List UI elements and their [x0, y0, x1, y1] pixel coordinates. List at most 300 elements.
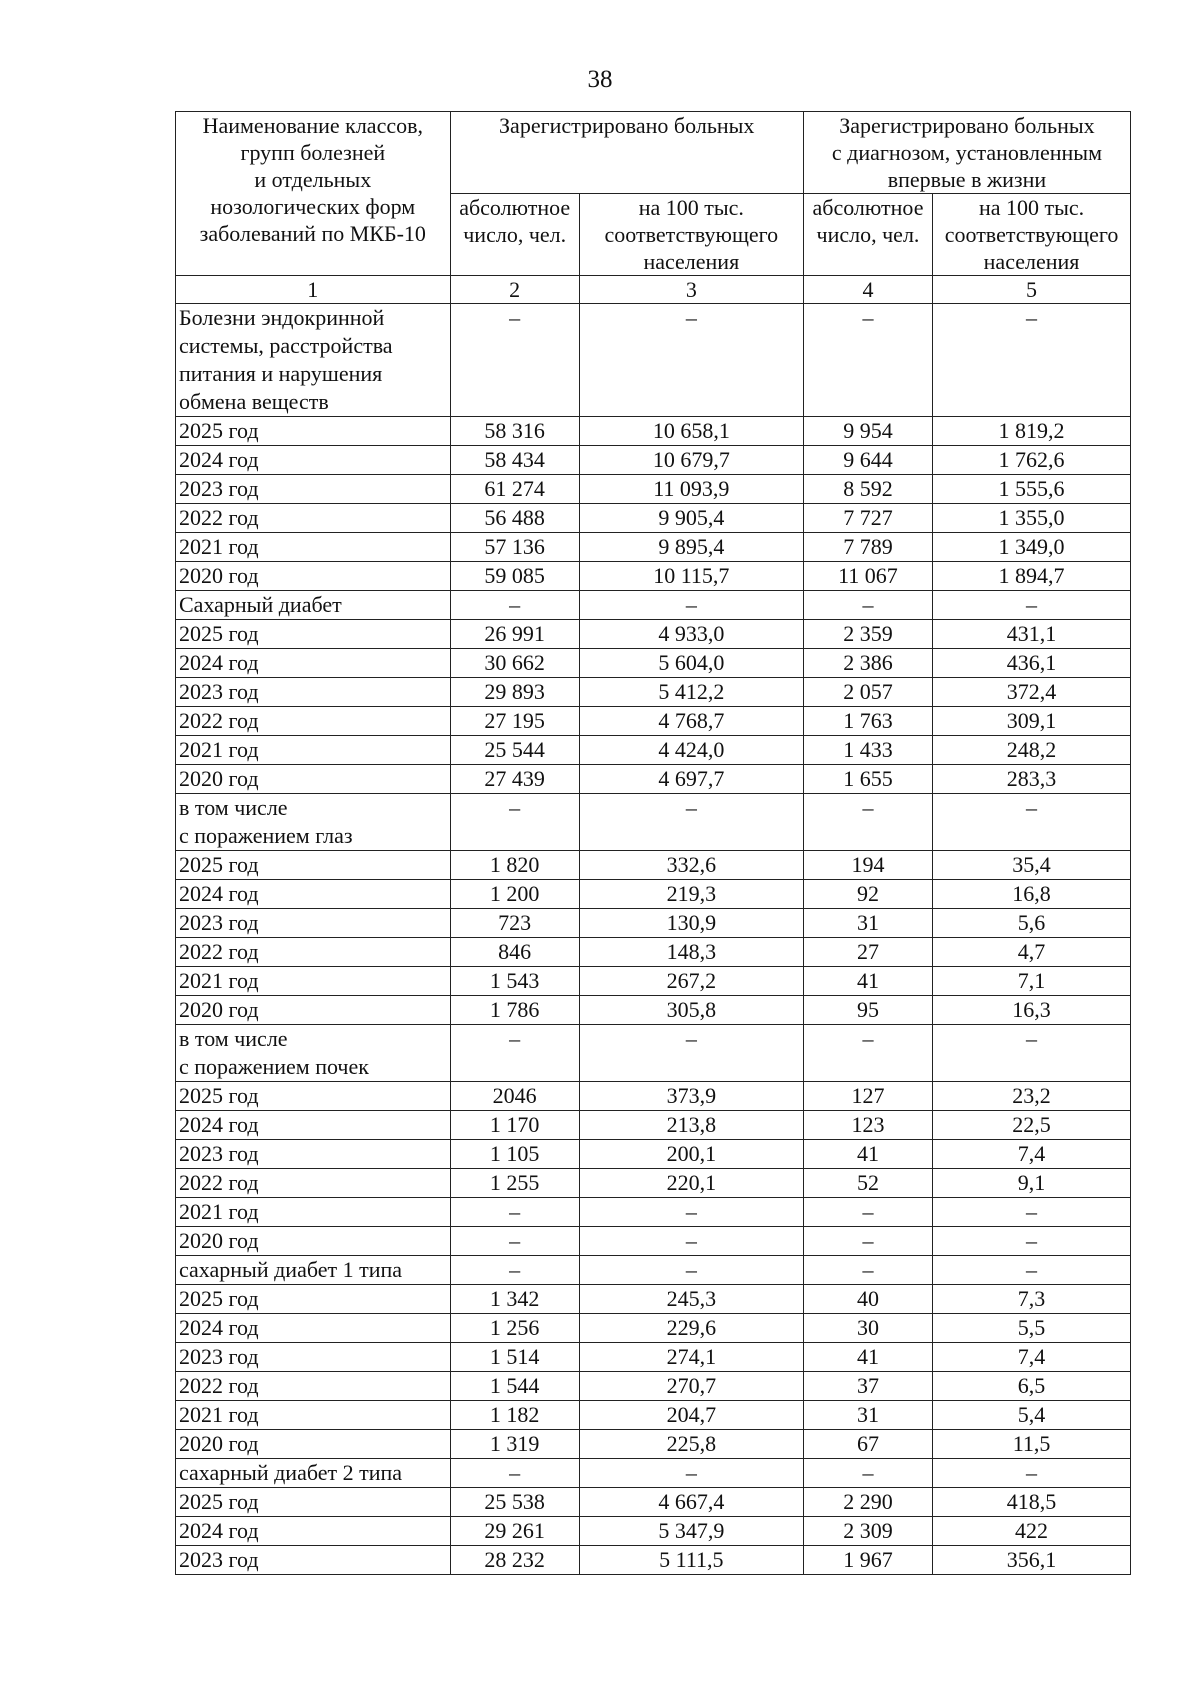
morbidity-table [175, 111, 1131, 1575]
header-classes-name [176, 112, 451, 276]
value-per-first-time: 1 555,6 [933, 475, 1131, 504]
value-per-first-time: 436,1 [933, 649, 1131, 678]
header-line: населения [643, 249, 740, 274]
value-per-registered: 245,3 [579, 1285, 803, 1314]
row-label-line: 2024 год [179, 881, 259, 906]
value-per-first-time: 4,7 [933, 938, 1131, 967]
value-abs-registered: 2046 [450, 1082, 579, 1111]
table-row [176, 794, 1131, 851]
value-per-registered: – [579, 304, 803, 417]
value-per-registered: 5 412,2 [579, 678, 803, 707]
value-abs-registered: – [450, 1025, 579, 1082]
table-row [176, 1227, 1131, 1256]
row-label-line: сахарный диабет 2 типа [179, 1460, 403, 1485]
value-per-registered: – [579, 1025, 803, 1082]
value-per-registered: 270,7 [579, 1372, 803, 1401]
value-per-first-time: 9,1 [933, 1169, 1131, 1198]
row-label [176, 1198, 451, 1227]
row-label [176, 1517, 451, 1546]
row-label [176, 967, 451, 996]
value-abs-first-time: 27 [803, 938, 932, 967]
header-line: Наименование классов, [202, 113, 423, 138]
row-label [176, 649, 451, 678]
row-label [176, 707, 451, 736]
value-abs-registered: 1 256 [450, 1314, 579, 1343]
table-row [176, 736, 1131, 765]
row-label [176, 1111, 451, 1140]
page-number: 38 [587, 66, 613, 93]
row-label-line: 2020 год [179, 997, 259, 1022]
row-label-line: 2025 год [179, 418, 259, 443]
value-abs-registered: 723 [450, 909, 579, 938]
value-abs-first-time: 8 592 [803, 475, 932, 504]
value-abs-first-time: 2 359 [803, 620, 932, 649]
value-per-first-time: 23,2 [933, 1082, 1131, 1111]
header-line: число, чел. [816, 222, 920, 247]
value-abs-first-time: 2 386 [803, 649, 932, 678]
table-row [176, 562, 1131, 591]
header-first-time [803, 112, 1130, 194]
row-label [176, 1025, 451, 1082]
value-per-registered: 4 933,0 [579, 620, 803, 649]
table-row [176, 417, 1131, 446]
table-row [176, 707, 1131, 736]
header-line: абсолютное [812, 195, 924, 220]
row-label-line: 2020 год [179, 563, 259, 588]
row-label [176, 620, 451, 649]
row-label-line: 2023 год [179, 1141, 259, 1166]
table-row [176, 938, 1131, 967]
value-per-first-time: 5,5 [933, 1314, 1131, 1343]
value-per-registered: 220,1 [579, 1169, 803, 1198]
value-abs-registered: 29 261 [450, 1517, 579, 1546]
row-label-line: Сахарный диабет [179, 592, 342, 617]
column-number: 3 [579, 276, 803, 304]
value-per-first-time: 431,1 [933, 620, 1131, 649]
value-per-first-time: 1 355,0 [933, 504, 1131, 533]
header-line: соответствующего [944, 222, 1119, 247]
value-per-registered: 9 905,4 [579, 504, 803, 533]
value-abs-first-time: 7 789 [803, 533, 932, 562]
value-per-first-time: 283,3 [933, 765, 1131, 794]
value-per-registered: – [579, 1198, 803, 1227]
row-label-line: 2024 год [179, 447, 259, 472]
row-label-line: 2022 год [179, 505, 259, 530]
row-label-line: 2023 год [179, 476, 259, 501]
table-row [176, 996, 1131, 1025]
value-abs-registered: 1 544 [450, 1372, 579, 1401]
value-abs-first-time: 41 [803, 967, 932, 996]
value-abs-registered: 26 991 [450, 620, 579, 649]
row-label-line: обмена веществ [179, 389, 329, 414]
row-label-line: с поражением глаз [179, 823, 353, 848]
value-abs-first-time: 2 057 [803, 678, 932, 707]
row-label-line: 2022 год [179, 708, 259, 733]
row-label [176, 938, 451, 967]
value-abs-first-time: 30 [803, 1314, 932, 1343]
value-abs-first-time: – [803, 1227, 932, 1256]
value-per-first-time: – [933, 1256, 1131, 1285]
value-per-registered: 373,9 [579, 1082, 803, 1111]
row-label [176, 851, 451, 880]
header-line: впервые в жизни [887, 167, 1047, 192]
row-label-line: 2023 год [179, 679, 259, 704]
value-per-registered: 11 093,9 [579, 475, 803, 504]
value-abs-first-time: 7 727 [803, 504, 932, 533]
row-label [176, 533, 451, 562]
value-per-first-time: 1 894,7 [933, 562, 1131, 591]
value-abs-first-time: – [803, 1025, 932, 1082]
table-row [176, 1314, 1131, 1343]
value-abs-registered: 56 488 [450, 504, 579, 533]
row-label [176, 1314, 451, 1343]
table-row [176, 909, 1131, 938]
row-label [176, 504, 451, 533]
value-abs-first-time: 95 [803, 996, 932, 1025]
table-row [176, 446, 1131, 475]
row-label-line: 2023 год [179, 1547, 259, 1572]
row-label [176, 1082, 451, 1111]
value-per-first-time: – [933, 1025, 1131, 1082]
header-abs-registered [450, 194, 579, 276]
row-label-line: в том числе [179, 795, 288, 820]
value-abs-first-time: 1 967 [803, 1546, 932, 1575]
value-abs-first-time: – [803, 591, 932, 620]
row-label-line: 2022 год [179, 1170, 259, 1195]
header-line: групп болезней [240, 140, 386, 165]
value-abs-registered: 58 434 [450, 446, 579, 475]
value-abs-first-time: – [803, 1459, 932, 1488]
header-line: заболеваний по МКБ-10 [199, 221, 426, 246]
row-label [176, 794, 451, 851]
header-per-registered [579, 194, 803, 276]
header-line: с диагнозом, установленным [831, 140, 1102, 165]
table-row [176, 649, 1131, 678]
value-abs-first-time: – [803, 1198, 932, 1227]
table-row [176, 1401, 1131, 1430]
header-line: Зарегистрировано больных [499, 113, 755, 138]
row-label-line: 2022 год [179, 1373, 259, 1398]
value-per-registered: 5 347,9 [579, 1517, 803, 1546]
value-abs-registered: 25 538 [450, 1488, 579, 1517]
value-per-first-time: 16,3 [933, 996, 1131, 1025]
value-per-registered: 305,8 [579, 996, 803, 1025]
row-label [176, 880, 451, 909]
value-per-first-time: – [933, 304, 1131, 417]
value-per-registered: 204,7 [579, 1401, 803, 1430]
value-abs-registered: 1 820 [450, 851, 579, 880]
value-per-registered: – [579, 1227, 803, 1256]
row-label-line: 2023 год [179, 910, 259, 935]
row-label [176, 1285, 451, 1314]
value-per-first-time: 248,2 [933, 736, 1131, 765]
row-label [176, 591, 451, 620]
value-abs-first-time: 31 [803, 909, 932, 938]
row-label [176, 1372, 451, 1401]
row-label-line: 2021 год [179, 968, 259, 993]
table-row [176, 1140, 1131, 1169]
row-label-line: в том числе [179, 1026, 288, 1051]
value-abs-registered: – [450, 591, 579, 620]
row-label-line: 2022 год [179, 939, 259, 964]
header-per-first-time [933, 194, 1131, 276]
row-label [176, 1140, 451, 1169]
value-per-registered: 229,6 [579, 1314, 803, 1343]
row-label [176, 1256, 451, 1285]
value-abs-registered: 61 274 [450, 475, 579, 504]
header-line: соответствующего [604, 222, 779, 247]
value-per-first-time: 356,1 [933, 1546, 1131, 1575]
value-abs-registered: – [450, 304, 579, 417]
value-abs-first-time: 2 309 [803, 1517, 932, 1546]
row-label-line: 2021 год [179, 1199, 259, 1224]
row-label-line: 2024 год [179, 1315, 259, 1340]
row-label-line: 2021 год [179, 1402, 259, 1427]
value-per-registered: 267,2 [579, 967, 803, 996]
table-row [176, 967, 1131, 996]
value-per-first-time: 7,3 [933, 1285, 1131, 1314]
row-label [176, 909, 451, 938]
header-line: абсолютное [459, 195, 571, 220]
table-row [176, 1343, 1131, 1372]
table-row [176, 1517, 1131, 1546]
row-label [176, 1546, 451, 1575]
value-abs-first-time: 41 [803, 1140, 932, 1169]
value-per-registered: 225,8 [579, 1430, 803, 1459]
table-row [176, 591, 1131, 620]
value-per-registered: 10 679,7 [579, 446, 803, 475]
value-abs-first-time: 194 [803, 851, 932, 880]
value-abs-registered: 30 662 [450, 649, 579, 678]
value-per-registered: 148,3 [579, 938, 803, 967]
value-per-registered: 4 768,7 [579, 707, 803, 736]
row-label [176, 1430, 451, 1459]
value-per-registered: 5 604,0 [579, 649, 803, 678]
row-label-line: Болезни эндокринной [179, 305, 385, 330]
value-per-registered: 4 697,7 [579, 765, 803, 794]
value-abs-first-time: 9 644 [803, 446, 932, 475]
value-per-first-time: – [933, 1459, 1131, 1488]
value-per-registered: 10 115,7 [579, 562, 803, 591]
value-abs-first-time: 1 655 [803, 765, 932, 794]
row-label [176, 562, 451, 591]
value-per-first-time: – [933, 1227, 1131, 1256]
value-abs-registered: 1 342 [450, 1285, 579, 1314]
value-abs-first-time: – [803, 794, 932, 851]
row-label-line: 2020 год [179, 1228, 259, 1253]
value-abs-registered: 59 085 [450, 562, 579, 591]
table-row [176, 304, 1131, 417]
value-abs-registered: – [450, 1227, 579, 1256]
row-label-line: 2025 год [179, 1083, 259, 1108]
row-label-line: 2021 год [179, 737, 259, 762]
table-row [176, 1082, 1131, 1111]
value-abs-registered: 1 105 [450, 1140, 579, 1169]
value-abs-first-time: 92 [803, 880, 932, 909]
value-abs-first-time: 41 [803, 1343, 932, 1372]
value-abs-first-time: 1 433 [803, 736, 932, 765]
value-abs-registered: 1 543 [450, 967, 579, 996]
table-row [176, 1459, 1131, 1488]
value-abs-first-time: 2 290 [803, 1488, 932, 1517]
value-abs-registered: 1 255 [450, 1169, 579, 1198]
header-abs-first-time [803, 194, 932, 276]
table-row [176, 1198, 1131, 1227]
value-per-registered: 200,1 [579, 1140, 803, 1169]
row-label-line: 2023 год [179, 1344, 259, 1369]
row-label-line: 2025 год [179, 1286, 259, 1311]
table-row [176, 765, 1131, 794]
value-abs-first-time: 37 [803, 1372, 932, 1401]
row-label-line: 2024 год [179, 650, 259, 675]
value-per-first-time: 5,6 [933, 909, 1131, 938]
column-number: 5 [933, 276, 1131, 304]
value-per-registered: 274,1 [579, 1343, 803, 1372]
value-abs-registered: 57 136 [450, 533, 579, 562]
value-per-registered: 130,9 [579, 909, 803, 938]
value-per-registered: 219,3 [579, 880, 803, 909]
value-per-registered: 332,6 [579, 851, 803, 880]
value-abs-registered: 27 195 [450, 707, 579, 736]
value-abs-first-time: 31 [803, 1401, 932, 1430]
value-abs-first-time: 52 [803, 1169, 932, 1198]
header-line: на 100 тыс. [978, 195, 1085, 220]
table-row [176, 1111, 1131, 1140]
value-abs-registered: – [450, 1459, 579, 1488]
value-abs-registered: 1 182 [450, 1401, 579, 1430]
row-label [176, 417, 451, 446]
value-per-first-time: 35,4 [933, 851, 1131, 880]
row-label-line: 2025 год [179, 1489, 259, 1514]
value-abs-registered: 25 544 [450, 736, 579, 765]
value-per-first-time: 5,4 [933, 1401, 1131, 1430]
column-number: 1 [176, 276, 451, 304]
value-per-first-time: 418,5 [933, 1488, 1131, 1517]
table-row [176, 1372, 1131, 1401]
value-abs-registered: – [450, 1198, 579, 1227]
table-row [176, 1430, 1131, 1459]
row-label [176, 1401, 451, 1430]
value-per-first-time: 422 [933, 1517, 1131, 1546]
value-abs-first-time: 127 [803, 1082, 932, 1111]
row-label-line: 2024 год [179, 1518, 259, 1543]
value-abs-registered: – [450, 1256, 579, 1285]
row-label [176, 1343, 451, 1372]
value-abs-first-time: 123 [803, 1111, 932, 1140]
table-row [176, 504, 1131, 533]
value-per-registered: – [579, 1256, 803, 1285]
value-per-first-time: – [933, 1198, 1131, 1227]
value-per-first-time: 11,5 [933, 1430, 1131, 1459]
row-label-line: 2021 год [179, 534, 259, 559]
value-abs-first-time: 1 763 [803, 707, 932, 736]
value-per-first-time: – [933, 794, 1131, 851]
header-line: населения [983, 249, 1080, 274]
row-label-line: сахарный диабет 1 типа [179, 1257, 403, 1282]
row-label [176, 475, 451, 504]
value-abs-registered: 58 316 [450, 417, 579, 446]
table-row [176, 620, 1131, 649]
value-abs-registered: – [450, 794, 579, 851]
value-per-registered: – [579, 794, 803, 851]
value-abs-first-time: 67 [803, 1430, 932, 1459]
value-per-first-time: 7,4 [933, 1343, 1131, 1372]
value-per-first-time: 6,5 [933, 1372, 1131, 1401]
table-row [176, 880, 1131, 909]
value-abs-first-time: 40 [803, 1285, 932, 1314]
row-label-line: 2025 год [179, 621, 259, 646]
value-per-registered: 9 895,4 [579, 533, 803, 562]
row-label [176, 1459, 451, 1488]
row-label-line: с поражением почек [179, 1054, 369, 1079]
header-line: и отдельных [254, 167, 372, 192]
header-line: нозологических форм [210, 194, 416, 219]
header-line: Зарегистрировано больных [839, 113, 1095, 138]
row-label [176, 1227, 451, 1256]
table-body [176, 304, 1131, 1575]
value-per-registered: 4 667,4 [579, 1488, 803, 1517]
value-per-first-time: 1 349,0 [933, 533, 1131, 562]
value-per-first-time: 1 762,6 [933, 446, 1131, 475]
value-abs-registered: 1 786 [450, 996, 579, 1025]
value-abs-first-time: 9 954 [803, 417, 932, 446]
value-per-registered: – [579, 591, 803, 620]
value-per-registered: – [579, 1459, 803, 1488]
row-label [176, 996, 451, 1025]
table-row [176, 533, 1131, 562]
value-per-first-time: 309,1 [933, 707, 1131, 736]
table-row [176, 851, 1131, 880]
value-abs-registered: 1 514 [450, 1343, 579, 1372]
row-label [176, 1488, 451, 1517]
value-per-first-time: 1 819,2 [933, 417, 1131, 446]
value-per-first-time: 372,4 [933, 678, 1131, 707]
table-row [176, 1488, 1131, 1517]
value-per-first-time: 22,5 [933, 1111, 1131, 1140]
value-per-first-time: – [933, 591, 1131, 620]
value-abs-registered: 28 232 [450, 1546, 579, 1575]
header-line: на 100 тыс. [638, 195, 744, 220]
header-line: число, чел. [463, 222, 567, 247]
value-abs-first-time: 11 067 [803, 562, 932, 591]
table-row [176, 1546, 1131, 1575]
value-per-first-time: 16,8 [933, 880, 1131, 909]
value-abs-registered: 1 200 [450, 880, 579, 909]
value-abs-registered: 846 [450, 938, 579, 967]
row-label-line: 2025 год [179, 852, 259, 877]
row-label [176, 765, 451, 794]
header-row-top [176, 112, 1131, 194]
value-per-registered: 213,8 [579, 1111, 803, 1140]
table-row [176, 1025, 1131, 1082]
value-per-registered: 4 424,0 [579, 736, 803, 765]
value-abs-registered: 1 170 [450, 1111, 579, 1140]
header-numbers-row [176, 276, 1131, 304]
value-per-registered: 10 658,1 [579, 417, 803, 446]
value-abs-first-time: – [803, 1256, 932, 1285]
column-number: 4 [803, 276, 932, 304]
value-abs-registered: 1 319 [450, 1430, 579, 1459]
table-row [176, 475, 1131, 504]
value-per-first-time: 7,1 [933, 967, 1131, 996]
row-label [176, 1169, 451, 1198]
value-per-registered: 5 111,5 [579, 1546, 803, 1575]
column-number: 2 [450, 276, 579, 304]
row-label-line: 2020 год [179, 1431, 259, 1456]
row-label [176, 446, 451, 475]
row-label [176, 736, 451, 765]
row-label-line: питания и нарушения [179, 361, 383, 386]
